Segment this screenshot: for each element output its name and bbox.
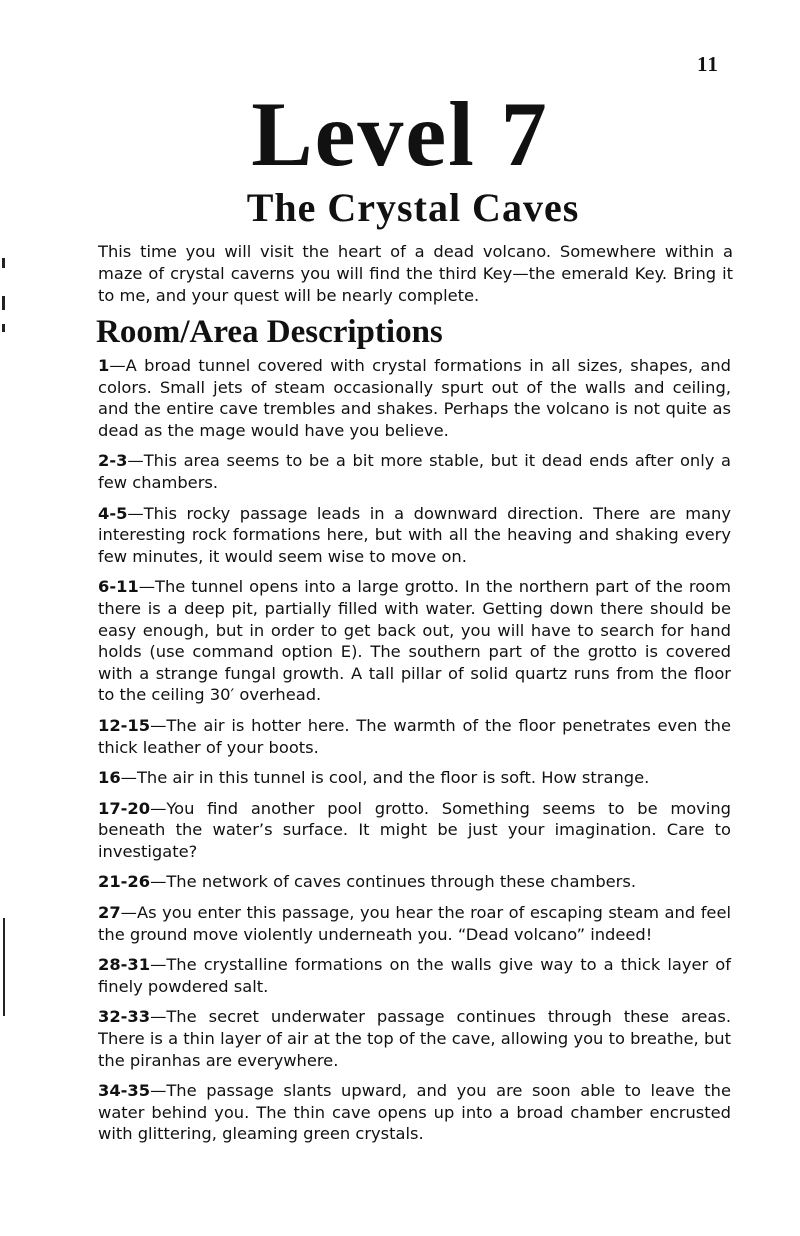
room-entry-text: —The air in this tunnel is cool, and the floor is soft. How strange.: [120, 768, 650, 788]
scan-mark: [2, 258, 5, 268]
room-entry-id: 12-15: [98, 715, 151, 735]
section-heading: Room/Area Descriptions: [96, 314, 443, 350]
intro-paragraph: This time you will visit the heart of a dead volcano. Somewhere within a maze of crystal caverns you will find the third Key—the emerald Key. Bring it to me, and your quest will be nearly complete.: [98, 242, 733, 305]
room-entry: [98, 1006, 731, 1071]
scan-mark: [2, 296, 5, 310]
room-entry-id: 21-26: [98, 872, 151, 892]
room-descriptions-list: [98, 355, 731, 1154]
room-entry: [98, 715, 731, 758]
room-entry-text: —The passage slants upward, and you are soon able to leave the water behind you. The thin cave opens up into a broad chamber encrusted with glittering, gleaming green crystals.: [98, 1081, 731, 1144]
room-entry-id: 2-3: [98, 451, 128, 471]
room-entry-text: —The network of caves continues through these chambers.: [150, 872, 637, 892]
scan-mark: [3, 918, 5, 1016]
room-entry: [98, 798, 731, 863]
room-entry-text: —The air is hotter here. The warmth of the floor penetrates even the thick leather of your boots.: [98, 715, 731, 757]
room-entry-id: 32-33: [98, 1007, 151, 1027]
room-entry: [98, 871, 731, 893]
room-entry-text: —A broad tunnel covered with crystal formations in all sizes, shapes, and colors. Small jets of steam occasionally spurt out of the walls and ceiling, and the entire cave trembles and shakes. Perhaps the volcano is not quite as dead as the mage would have you believe.: [98, 356, 731, 440]
room-entry-text: —As you enter this passage, you hear the roar of escaping steam and feel the ground move violently underneath you. “Dead volcano” indeed!: [98, 903, 731, 944]
room-entry-id: 34-35: [98, 1081, 151, 1101]
room-entry: [98, 1080, 731, 1145]
room-entry-text: —The crystalline formations on the walls give way to a thick layer of finely powdered salt.: [98, 955, 731, 996]
room-entry-id: 27: [98, 903, 121, 923]
room-entry-id: 6-11: [98, 577, 139, 597]
room-entry-text: —You find another pool grotto. Something seems to be moving beneath the water’s surface. It might be just your imagination. Care to investigate?: [98, 798, 731, 861]
room-entry: [98, 503, 731, 568]
room-entry: [98, 576, 731, 706]
room-entry: [98, 954, 731, 997]
room-entry: [98, 450, 731, 493]
scan-mark: [2, 324, 5, 332]
room-entry-id: 16: [98, 768, 121, 788]
room-entry-text: —This area seems to be a bit more stable, but it dead ends after only a few chambers.: [98, 451, 731, 492]
room-entry-id: 4-5: [98, 503, 128, 523]
level-subtitle: The Crystal Caves: [246, 185, 580, 230]
room-entry: [98, 902, 731, 945]
room-entry-id: 28-31: [98, 955, 151, 975]
level-title: Level 7: [251, 83, 549, 185]
room-entry-id: 1: [98, 356, 110, 375]
room-entry-text: —This rocky passage leads in a downward direction. There are many interesting rock formations here, but with all the heaving and shaking every few minutes, it would seem wise to move on.: [98, 503, 731, 566]
page-number: 11: [697, 52, 719, 76]
room-entry: [98, 355, 731, 441]
room-entry-text: —The tunnel opens into a large grotto. In the northern part of the room there is a deep pit, partially filled with water. Getting down there should be easy enough, but in order to get back out, you will have to search for hand holds (use command option E). The southern part of the grotto is covered with a strange fungal growth. A tall pillar of solid quartz runs from the floor to the ceiling 30′ overhead.: [98, 577, 731, 705]
room-entry: [98, 767, 731, 789]
room-entry-text: —The secret underwater passage continues through these areas. There is a thin layer of air at the top of the cave, allowing you to breathe, but the piranhas are everywhere.: [98, 1007, 731, 1070]
room-entry-id: 17-20: [98, 798, 151, 818]
